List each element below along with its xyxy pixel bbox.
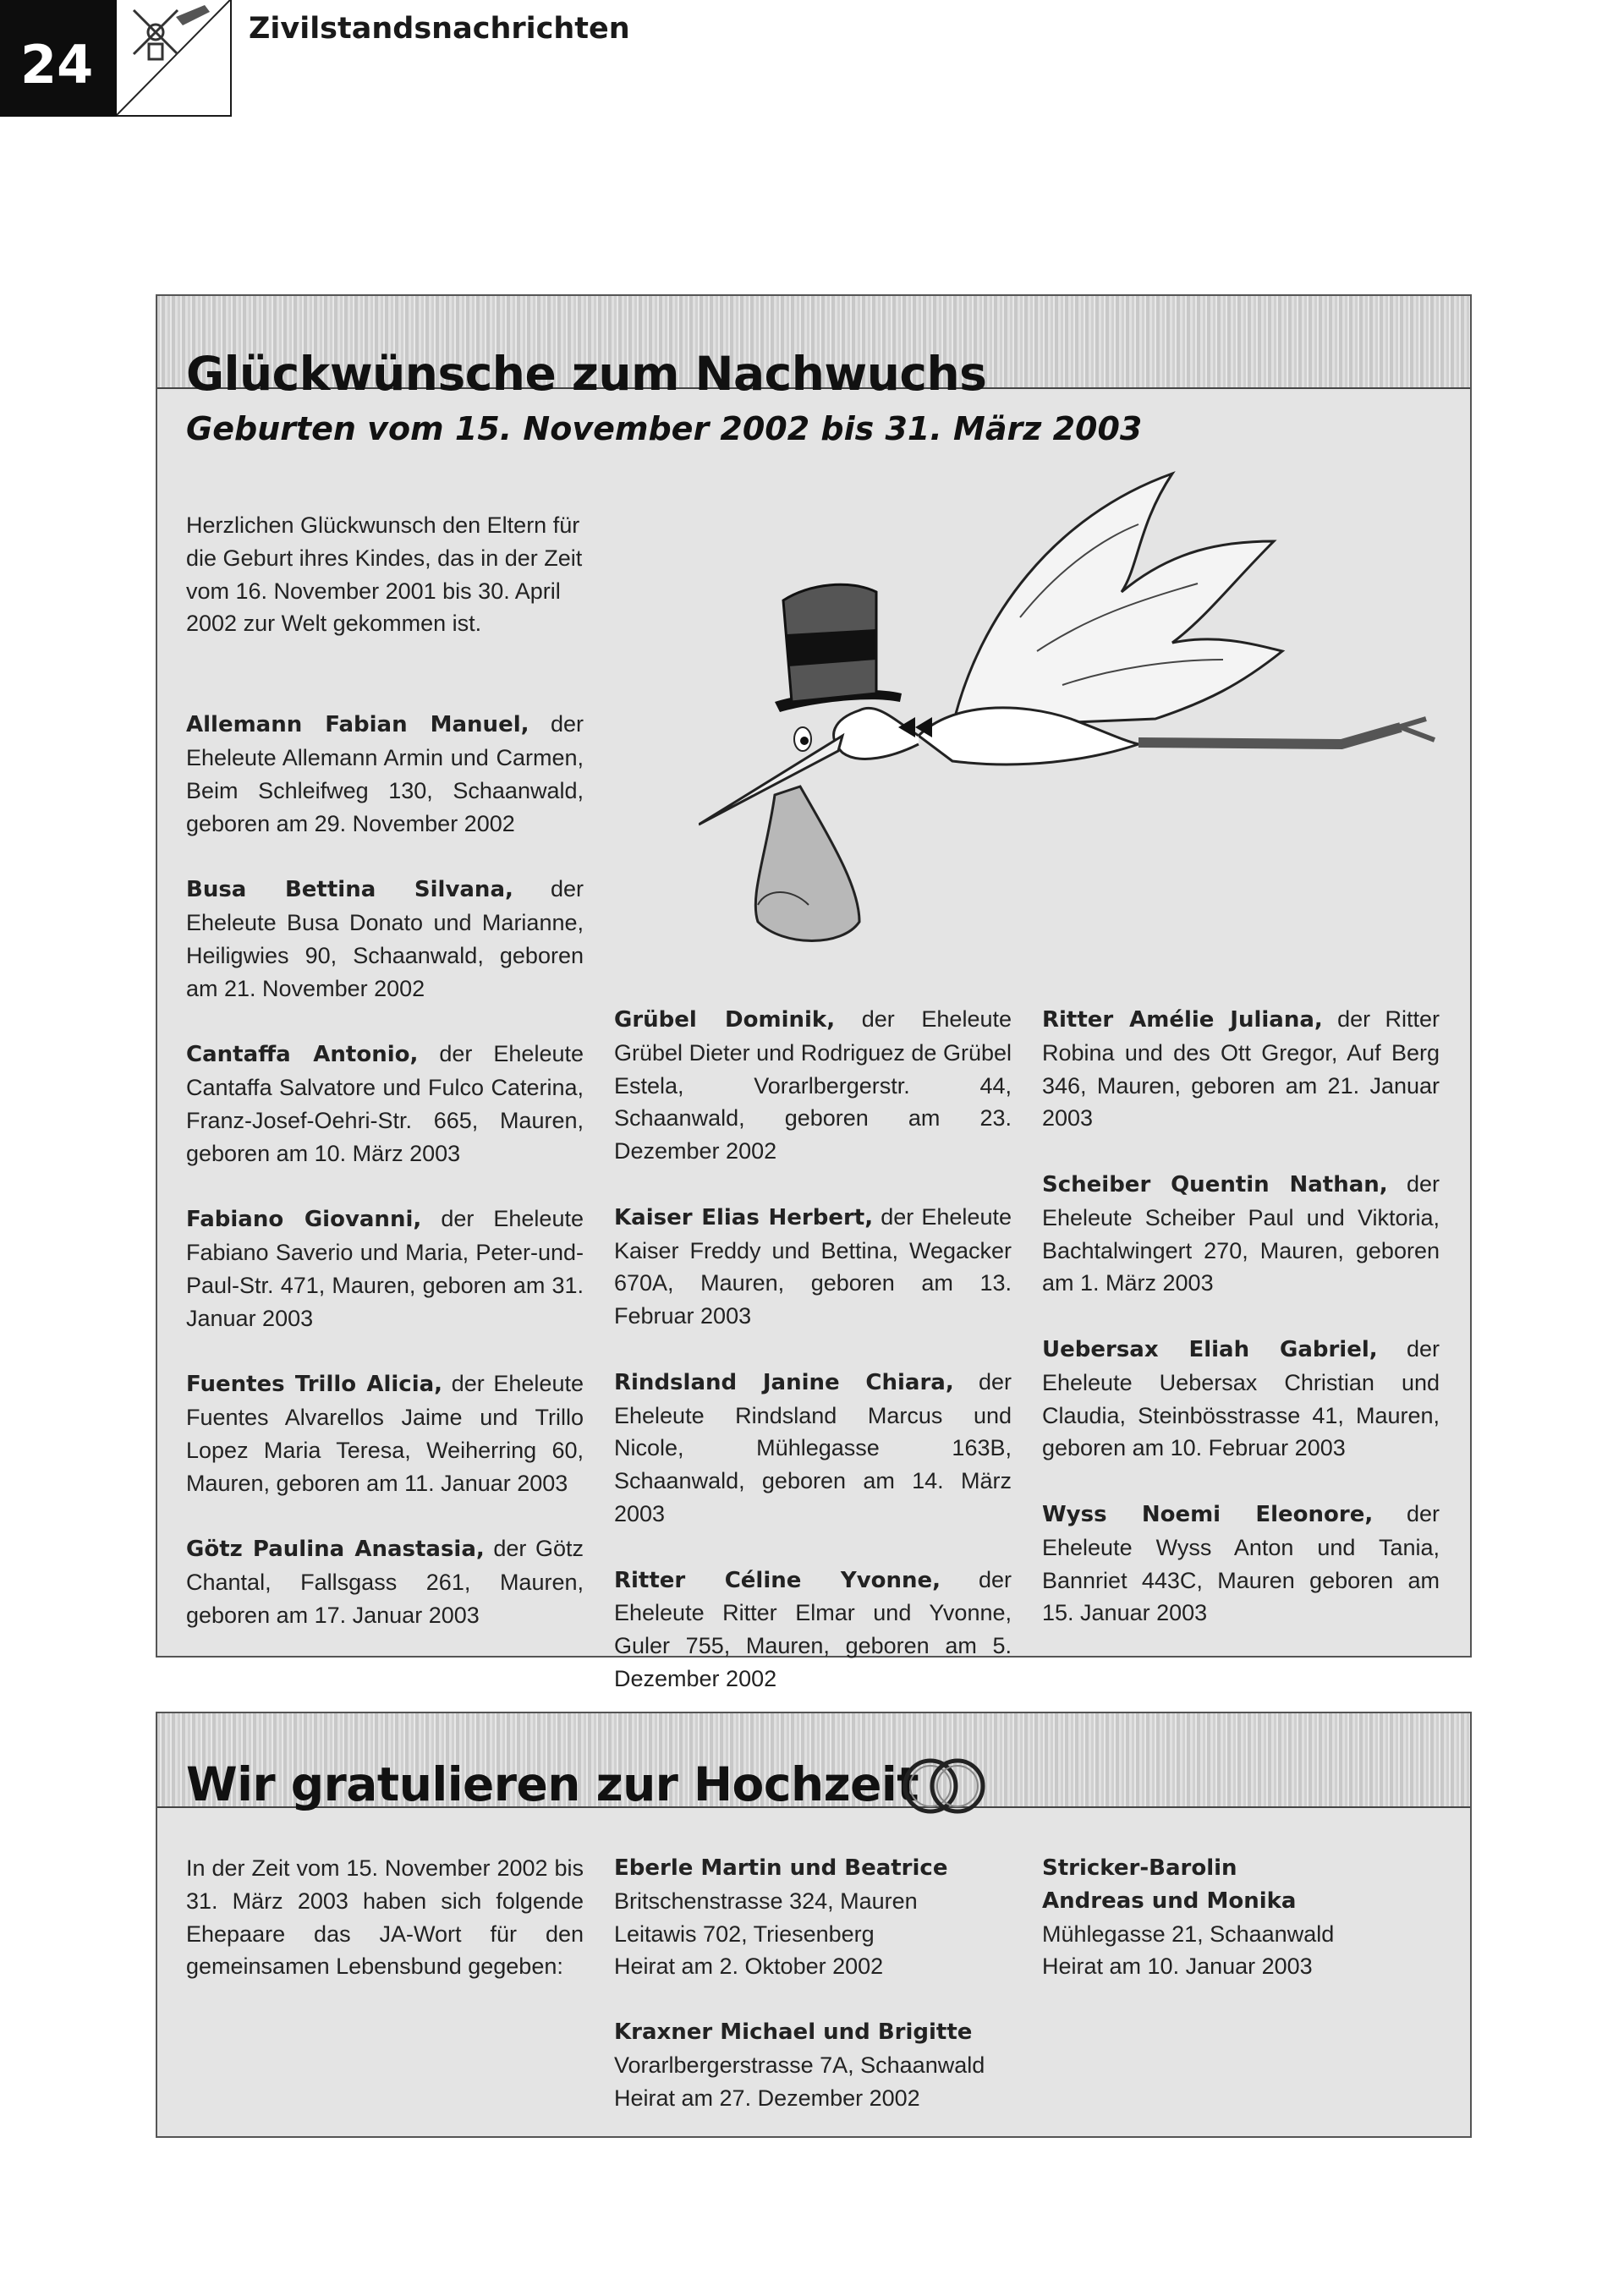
weddings-intro: In der Zeit vom 15. November 2002 bis 31. März 2003 haben sich folgende Ehepaare das JA-Wort für den gemeinsamen Lebensbund gegeben: bbox=[186, 1855, 584, 1980]
weddings-column-3 bbox=[1042, 1852, 1440, 2016]
weddings-column-1 bbox=[186, 1852, 584, 2016]
birth-entry: Cantaffa Antonio, der Eheleute Cantaffa Salvatore und Fulco Caterina, Franz-Josef-Oehri-Str. 665, Mauren, geboren am 10. März 2003 bbox=[186, 1041, 584, 1166]
birth-entry: Kaiser Elias Herbert, der Eheleute Kaiser Freddy und Bettina, Wegacker 670A, Mauren, geboren am 13. Februar 2003 bbox=[614, 1203, 1012, 1329]
birth-entry: Ritter Céline Yvonne, der Eheleute Ritter Elmar und Yvonne, Guler 755, Mauren, geboren am 5. Dezember 2002 bbox=[614, 1566, 1012, 1691]
birth-entry: Fuentes Trillo Alicia, der Eheleute Fuentes Alvarellos Jaime und Trillo Lopez Maria Teresa, Weiherring 60, Mauren, geboren am 11. Januar 2003 bbox=[186, 1371, 584, 1496]
wedding-rings-icon bbox=[893, 1752, 995, 1820]
birth-entry: Scheiber Quentin Nathan, der Eheleute Scheiber Paul und Viktoria, Bachtalwingert 270, Mauren, geboren am 1. März 2003 bbox=[1042, 1170, 1440, 1296]
birth-entry: Rindsland Janine Chiara, der Eheleute Rindsland Marcus und Nicole, Mühlegasse 163B, Schaanwald, geboren am 14. März 2003 bbox=[614, 1368, 1012, 1526]
births-column-3 bbox=[1042, 1003, 1440, 1663]
birth-entry: Fabiano Giovanni, der Eheleute Fabiano Saverio und Maria, Peter-und-Paul-Str. 471, Mauren, geboren am 31. Januar 2003 bbox=[186, 1206, 584, 1331]
births-title: Glückwünsche zum Nachwuchs bbox=[186, 347, 987, 401]
births-intro: Herzlichen Glückwunsch den Eltern für die Geburt ihres Kindes, das in der Zeit vom 16. November 2001 bis 30. April 2002 zur Welt gekommen ist. bbox=[186, 512, 583, 637]
wedding-entry: Kraxner Michael und Brigitte Vorarlbergerstrasse 7A, Schaanwald Heirat am 27. Dezember 2002 bbox=[614, 2019, 985, 2111]
running-title: Zivilstandsnachrichten bbox=[249, 12, 630, 46]
stork-illustration bbox=[699, 448, 1443, 956]
births-column-2 bbox=[614, 1003, 1012, 1729]
birth-entry: Götz Paulina Anastasia, der Götz Chantal, Fallsgass 261, Mauren, geboren am 17. Januar 2003 bbox=[186, 1536, 584, 1628]
birth-entry: Grübel Dominik, der Eheleute Grübel Dieter und Rodriguez de Grübel Estela, Vorarlbergerstr. 44, Schaanwald, geboren am 23. Dezember 2002 bbox=[614, 1006, 1012, 1164]
birth-entry: Wyss Noemi Eleonore, der Eheleute Wyss Anton und Tania, Bannriet 443C, Mauren geboren am 15. Januar 2003 bbox=[1042, 1500, 1440, 1626]
weddings-column-2 bbox=[614, 1852, 1012, 2147]
background-watermark bbox=[0, 2216, 1624, 2296]
wedding-entry: Stricker-Barolin Andreas und Monika Mühlegasse 21, Schaanwald Heirat am 10. Januar 2003 bbox=[1042, 1855, 1335, 1980]
births-box bbox=[156, 294, 1472, 1691]
birth-entry: Busa Bettina Silvana, der Eheleute Busa Donato und Marianne, Heiligwies 90, Schaanwald, geboren am 21. November 2002 bbox=[186, 876, 584, 1001]
weddings-title: Wir gratulieren zur Hochzeit bbox=[186, 1757, 919, 1811]
birth-entry: Ritter Amélie Juliana, der Ritter Robina und des Ott Gregor, Auf Berg 346, Mauren, geboren am 21. Januar 2003 bbox=[1042, 1006, 1440, 1132]
births-column-1 bbox=[186, 509, 584, 1664]
birth-entry: Allemann Fabian Manuel, der Eheleute Allemann Armin und Carmen, Beim Schleifweg 130, Schaanwald, geboren am 29. November 2002 bbox=[186, 711, 584, 836]
wedding-entry: Eberle Martin und Beatrice Britschenstrasse 324, Mauren Leitawis 702, Triesenberg Heirat am 2. Oktober 2002 bbox=[614, 1855, 948, 1980]
weddings-box bbox=[156, 1712, 1472, 2138]
crest-icon bbox=[117, 0, 232, 117]
births-subtitle: Geburten vom 15. November 2002 bis 31. März 2003 bbox=[186, 410, 1143, 447]
page-number-block bbox=[0, 0, 117, 117]
page-number: 24 bbox=[20, 34, 94, 96]
birth-entry: Uebersax Eliah Gabriel, der Eheleute Uebersax Christian und Claudia, Steinbösstrasse 41, Mauren, geboren am 10. Februar 2003 bbox=[1042, 1335, 1440, 1461]
